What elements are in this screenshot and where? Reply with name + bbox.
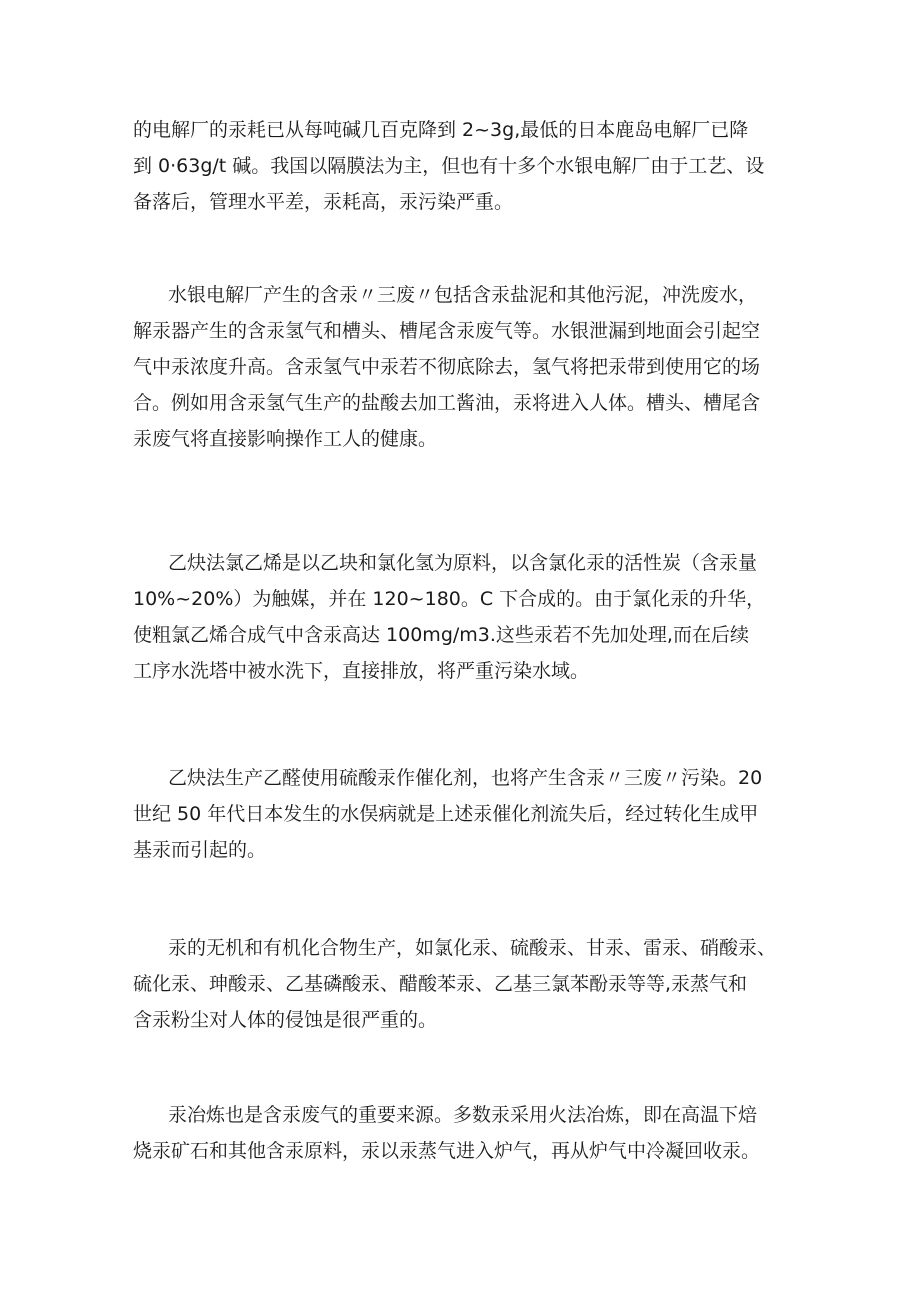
text-line: 汞的无机和有机化合物生产，如氯化汞、硫酸汞、甘汞、雷汞、硝酸汞、	[168, 937, 777, 959]
paragraph-acetaldehyde	[133, 760, 803, 868]
text-line: 硫化汞、珅酸汞、乙基磷酸汞、醋酸苯汞、乙基三氯苯酚汞等等,汞蒸气和	[133, 973, 748, 995]
text-line: 水银电解厂产生的含汞〃三废〃包括含汞盐泥和其他污泥，冲洗废水，	[168, 284, 758, 306]
text-line: 工序水洗塔中被水洗下，直接排放，将严重污染水域。	[133, 660, 590, 682]
text-line: 汞废气将直接影响操作工人的健康。	[133, 428, 438, 450]
text-line: 使粗氯乙烯合成气中含汞高达 100mg/m3.这些汞若不先加处理,而在后续	[133, 624, 749, 646]
paragraph-vinyl-chloride	[133, 545, 803, 689]
text-line: 世纪 50 年代日本发生的水俣病就是上述汞催化剂流失后，经过转化生成甲	[133, 803, 759, 825]
text-line: 备落后，管理水平差，汞耗高，汞污染严重。	[133, 191, 514, 213]
paragraph-mercury-compounds	[133, 930, 803, 1038]
text-line: 的电解厂的汞耗已从每吨碱几百克降到 2~3g,最低的日本鹿岛电解厂已降	[133, 119, 749, 141]
text-line: 合。例如用含汞氢气生产的盐酸去加工酱油，汞将进入人体。槽头、槽尾含	[133, 392, 761, 414]
paragraph-mercury-electrolysis-waste	[133, 277, 803, 457]
paragraph-mercury-smelting	[133, 1097, 803, 1169]
text-line: 烧汞矿石和其他含汞原料，汞以汞蒸气进入炉气，再从炉气中冷凝回收汞。	[133, 1140, 761, 1162]
text-line: 到 0·63g/t 碱。我国以隔膜法为主，但也有十多个水银电解厂由于工艺、设	[133, 155, 765, 177]
text-line: 10%~20%）为触媒，并在 120~180。C 下合成的。由于氯化汞的升华，	[133, 588, 766, 610]
text-line: 乙炔法氯乙烯是以乙块和氯化氢为原料，以含氯化汞的活性炭（含汞量	[168, 552, 758, 574]
text-line: 乙炔法生产乙醛使用硫酸汞作催化剂，也将产生含汞〃三废〃污染。20	[168, 767, 763, 789]
text-line: 基汞而引起的。	[133, 839, 267, 861]
text-line: 气中汞浓度升高。含汞氢气中汞若不彻底除去，氢气将把汞带到使用它的场	[133, 356, 761, 378]
text-line: 汞冶炼也是含汞废气的重要来源。多数汞采用火法冶炼，即在高温下焙	[168, 1104, 758, 1126]
text-line: 解汞器产生的含汞氢气和槽头、槽尾含汞废气等。水银泄漏到地面会引起空	[133, 320, 761, 342]
paragraph-mercury-consumption	[133, 112, 803, 220]
text-line: 含汞粉尘对人体的侵蚀是很严重的。	[133, 1009, 438, 1031]
